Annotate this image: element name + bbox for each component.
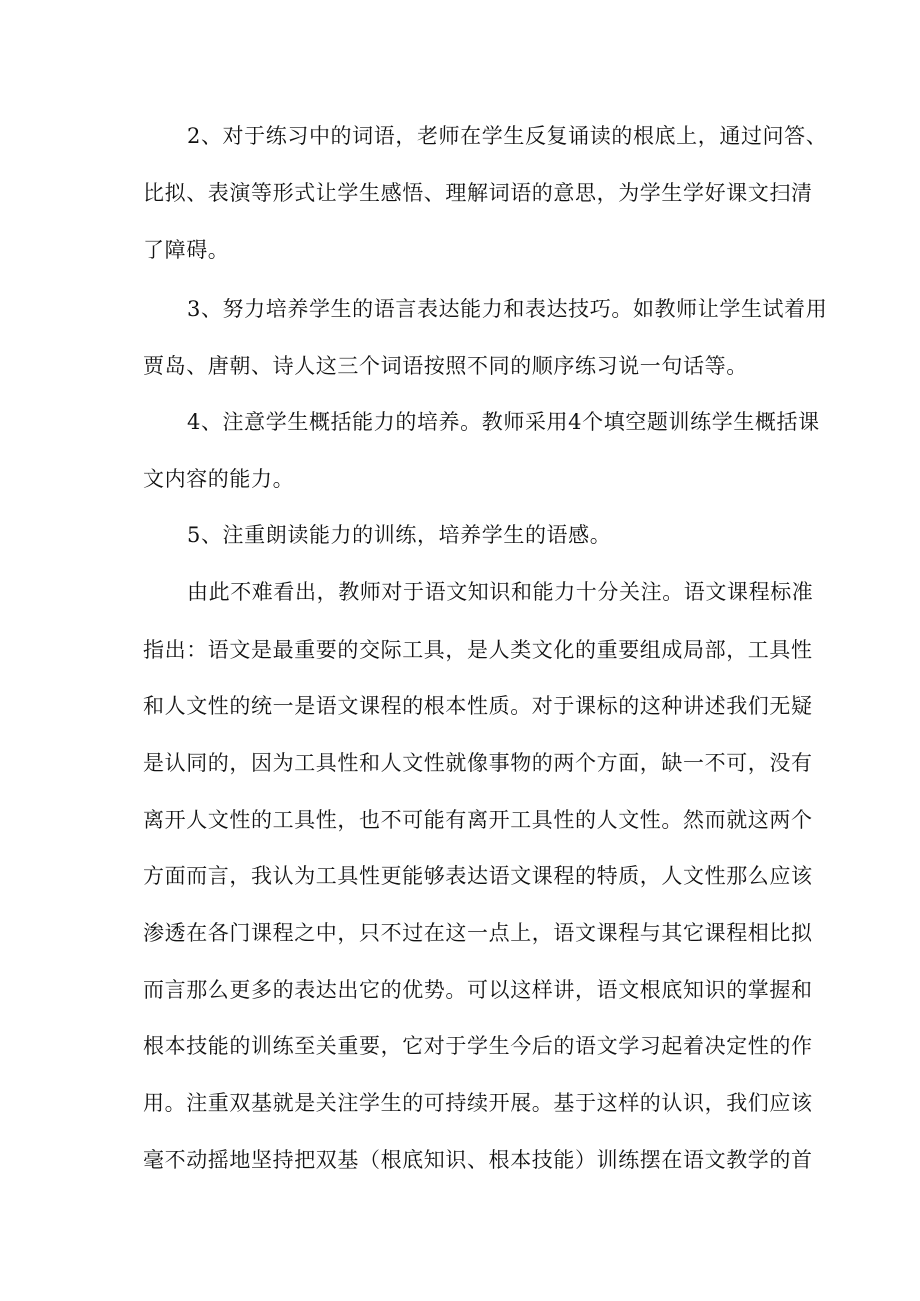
text-line: 用。注重双基就是关注学生的可持续开展。基于这样的认识，我们应该 (143, 1091, 813, 1115)
text-line: 5、注重朗读能力的训练，培养学生的语感。 (187, 523, 612, 547)
text-line: 由此不难看出，教师对于语文知识和能力十分关注。语文课程标准 (187, 580, 814, 604)
text-line: 4、注意学生概括能力的培养。教师采用4个填空题训练学生概括课 (187, 410, 820, 434)
text-line: 离开人文性的工具性，也不可能有离开工具性的人文性。然而就这两个 (143, 808, 813, 832)
text-line: 了障碍。 (143, 238, 230, 262)
text-line: 是认同的，因为工具性和人文性就像事物的两个方面，缺一不可，没有 (143, 751, 813, 775)
text-line: 方面而言，我认为工具性更能够表达语文课程的特质，人文性那么应该 (143, 864, 813, 888)
text-line: 比拟、表演等形式让学生感悟、理解词语的意思，为学生学好课文扫清 (143, 181, 813, 205)
text-line: 文内容的能力。 (143, 467, 295, 491)
text-line: 和人文性的统一是语文课程的根本性质。对于课标的这种讲述我们无疑 (143, 694, 813, 718)
text-line: 根本技能的训练至关重要，它对于学生今后的语文学习起着决定性的作 (143, 1034, 813, 1058)
text-line: 贾岛、唐朝、诗人这三个词语按照不同的顺序练习说一句话等。 (143, 354, 748, 378)
text-line: 渗透在各门课程之中，只不过在这一点上，语文课程与其它课程相比拟 (143, 921, 813, 945)
text-line: 毫不动摇地坚持把双基（根底知识、根本技能）训练摆在语文教学的首 (143, 1148, 813, 1172)
text-line: 指出：语文是最重要的交际工具，是人类文化的重要组成局部，工具性 (143, 638, 813, 662)
text-line: 而言那么更多的表达出它的优势。可以这样讲，语文根底知识的掌握和 (143, 978, 813, 1002)
text-line: 3、努力培养学生的语言表达能力和表达技巧。如教师让学生试着用 (187, 297, 828, 321)
text-line: 2、对于练习中的词语，老师在学生反复诵读的根底上，通过问答、 (187, 124, 828, 148)
